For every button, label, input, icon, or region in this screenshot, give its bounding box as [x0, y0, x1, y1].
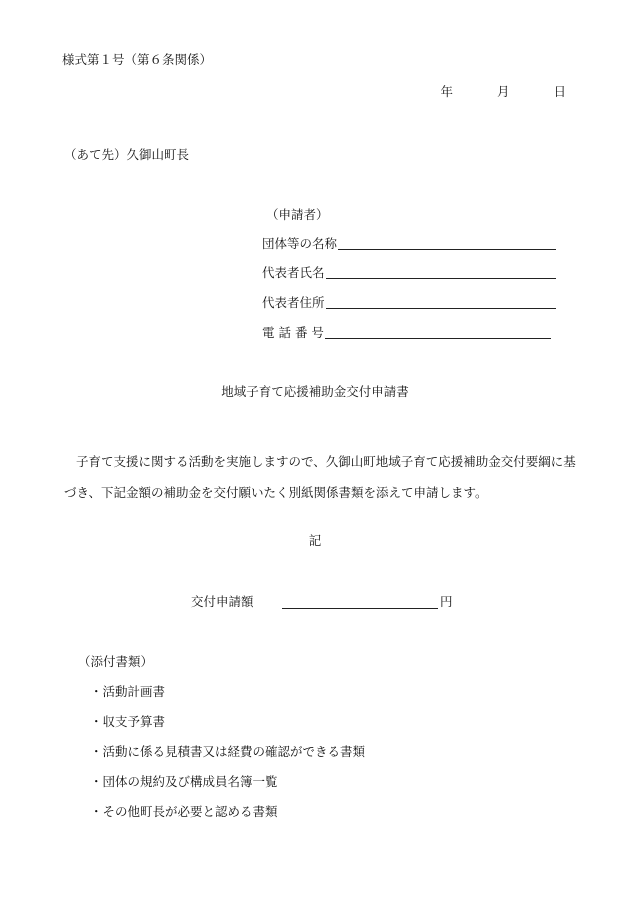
amount-input-line[interactable] [282, 596, 438, 609]
organization-name-line[interactable] [338, 237, 556, 250]
representative-address-line[interactable] [326, 296, 556, 309]
representative-address-label: 代表者住所 [262, 294, 325, 310]
form-number: 様式第１号（第６条関係） [62, 52, 213, 67]
application-statement: 子育て支援に関する活動を実施しますので、久御山町地域子育て応援補助金交付要綱に基づき、下記金額の補助金を交付願いたく別紙関係書類を添えて申請します。 [64, 454, 576, 500]
date-year: 年 [440, 84, 453, 99]
attachments-heading: （添付書類） [78, 654, 154, 669]
phone-number-line[interactable] [325, 326, 551, 339]
date-day: 日 [553, 84, 566, 99]
list-item: ・収支予算書 [90, 714, 166, 729]
addressee: （あて先）久御山町長 [64, 147, 190, 162]
list-item: ・団体の規約及び構成員名簿一覧 [90, 774, 278, 789]
date-line [440, 86, 566, 99]
document-title: 地域子育て応援補助金交付申請書 [221, 384, 409, 399]
list-item: ・活動に係る見積書又は経費の確認ができる書類 [90, 744, 366, 759]
organization-name-field[interactable] [262, 237, 556, 250]
representative-name-label: 代表者氏名 [262, 264, 325, 280]
phone-number-field[interactable] [262, 326, 551, 339]
amount-label: 交付申請額 [191, 594, 254, 609]
representative-address-field[interactable] [262, 296, 556, 309]
representative-name-field[interactable] [262, 266, 556, 279]
list-item: ・活動計画書 [90, 684, 166, 699]
date-month: 月 [496, 84, 510, 99]
amount-unit: 円 [440, 594, 453, 609]
organization-name-label: 団体等の名称 [262, 235, 338, 251]
list-item: ・その他町長が必要と認める書類 [90, 804, 278, 819]
ki-heading: 記 [308, 533, 322, 548]
applicant-label: （申請者） [266, 207, 329, 222]
representative-name-line[interactable] [326, 266, 556, 279]
phone-number-label: 電 話 番 号 [262, 324, 324, 340]
